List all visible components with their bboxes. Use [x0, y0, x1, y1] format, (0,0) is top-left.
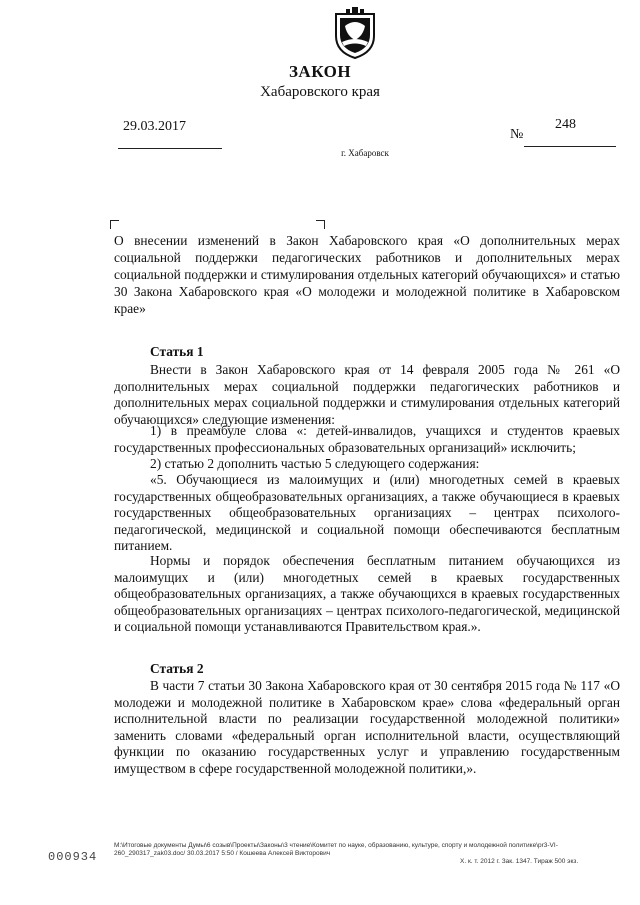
- footer-file-path: M:\Итоговые документы Думы\6 созыв\Проекты\Законы\3 чтение\Комитет по науке, образованию, культуре, спорту и молодежной политике\pr3-VI-260_290317_zak03.doc/ 30.03.2017 5:50 / Кошеева Алексей Викторович: [114, 842, 558, 857]
- law-subject: О внесении изменений в Закон Хабаровского края «О дополнительных мерах социальной поддержки педагогических работников и дополнительных мерах социальной поддержки и стимулирования отдельных категорий обучающихся» и статью 30 Закона Хабаровского края «О молодежи и молодежной политике в Хабаровском крае»: [114, 233, 620, 316]
- article-1-paragraph: «5. Обучающиеся из малоимущих и (или) многодетных семей в краевых государственных общеобразовательных организациях, а также обучающиеся в краевых государственных общеобразовательных организациях – центрах психолого-педагогической, медицинской и социальной помощи обеспечиваются бесплатным питанием.: [114, 472, 620, 553]
- stamp-number: 000934: [48, 850, 98, 864]
- article-2-heading: Статья 2: [150, 661, 204, 676]
- subject-corner-left: [110, 220, 119, 229]
- article-1-paragraph: 1) в преамбуле слова «: детей-инвалидов, учащихся и студентов краевых государственных профессиональных образовательных организаций» исключить;: [114, 423, 620, 455]
- document-date: 29.03.2017: [123, 119, 186, 134]
- number-underline: [524, 146, 616, 147]
- coat-of-arms-icon: [330, 6, 380, 60]
- article-2-paragraph: В части 7 статьи 30 Закона Хабаровского края от 30 сентября 2015 года № 117 «О молодежи и молодежной политике в Хабаровском крае» слова «федеральный орган исполнительной власти по реализации государственной молодежной политики» заменить словами «федеральный орган исполнительной власти, осуществляющий функции по оказанию государственных услуг и управлению государственным имуществом в сфере государственной молодежной политики,».: [114, 678, 620, 776]
- region-subtitle: Хабаровского края: [260, 84, 380, 100]
- article-1-paragraph: 2) статью 2 дополнить частью 5 следующего содержания:: [150, 456, 480, 471]
- article-1-paragraph: Нормы и порядок обеспечения бесплатным питанием обучающихся из малоимущих и (или) многодетных семей в краевых государственных общеобразовательных организациях, а также обучающихся в краевых государственных общеобразовательных организациях – центрах психолого-педагогической, медицинской и социальной помощи устанавливаются Правительством края.».: [114, 553, 620, 634]
- document-number: 248: [555, 117, 576, 132]
- number-sign: №: [510, 127, 524, 142]
- article-1-paragraph: Внести в Закон Хабаровского края от 14 февраля 2005 года № 261 «О дополнительных мерах социальной поддержки педагогических работников и дополнительных мерах социальной поддержки и стимулирования отдельных категорий обучающихся» следующие изменения:: [114, 362, 620, 427]
- print-info: Х. к. т. 2012 г. Зак. 1347. Тираж 500 экз.: [460, 858, 579, 865]
- document-kind-title: ЗАКОН: [288, 62, 352, 81]
- subject-corner-right: [316, 220, 325, 229]
- city-label: г. Хабаровск: [341, 148, 389, 158]
- article-1-heading: Статья 1: [150, 344, 204, 359]
